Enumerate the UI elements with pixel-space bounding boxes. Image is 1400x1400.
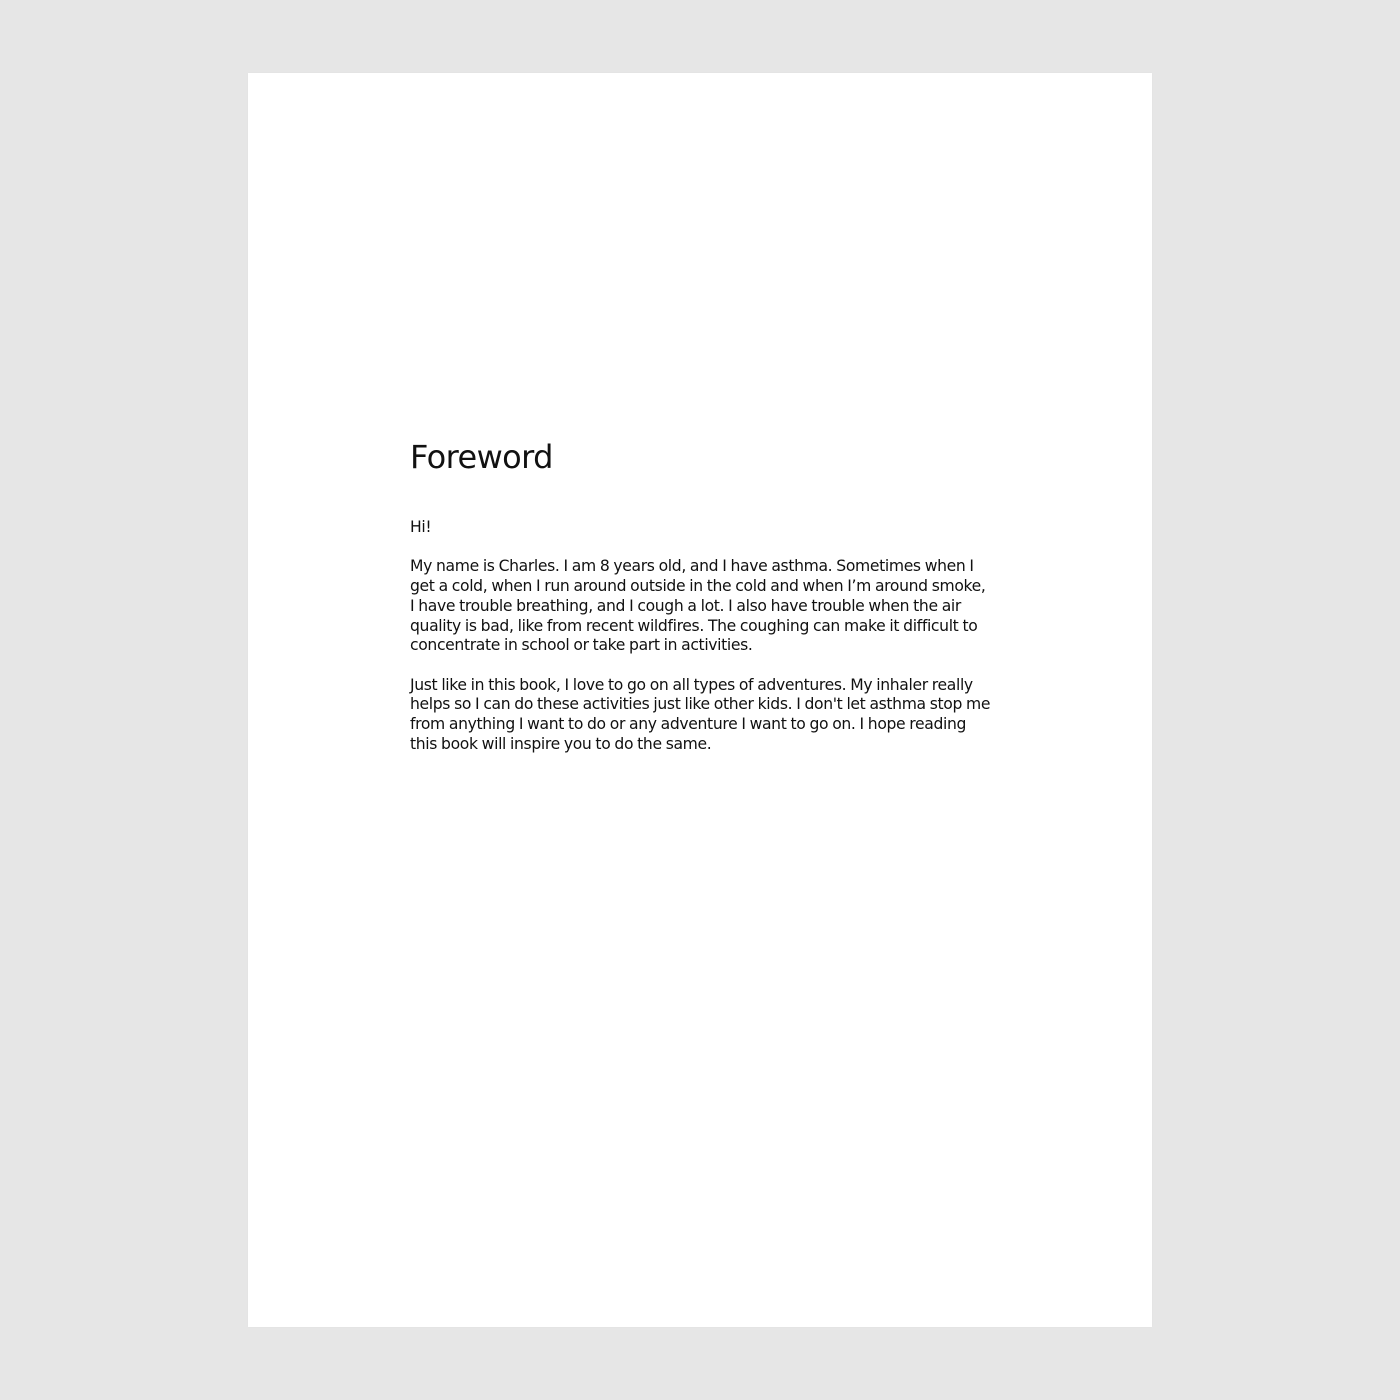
page-title: Foreword — [410, 438, 553, 476]
greeting-paragraph: Hi! — [410, 518, 432, 536]
foreword-content — [410, 434, 1010, 774]
adventure-paragraph: Just like in this book, I love to go on all types of adventures. My inhaler really helps so I can do these activities just like other kids. I don't let asthma stop me from anything I want to do or any adventure I want to go on. I hope reading this book will inspire you to do the same. — [410, 675, 991, 753]
document-page — [248, 73, 1152, 1327]
introduction-paragraph: My name is Charles. I am 8 years old, and I have asthma. Sometimes when I get a cold, when I run around outside in the cold and when I’m around smoke, I have trouble breathing, and I cough a lot. I also have trouble when the air quality is bad, like from recent wildfires. The coughing can make it difficult to concentrate in school or take part in activities. — [410, 557, 986, 655]
